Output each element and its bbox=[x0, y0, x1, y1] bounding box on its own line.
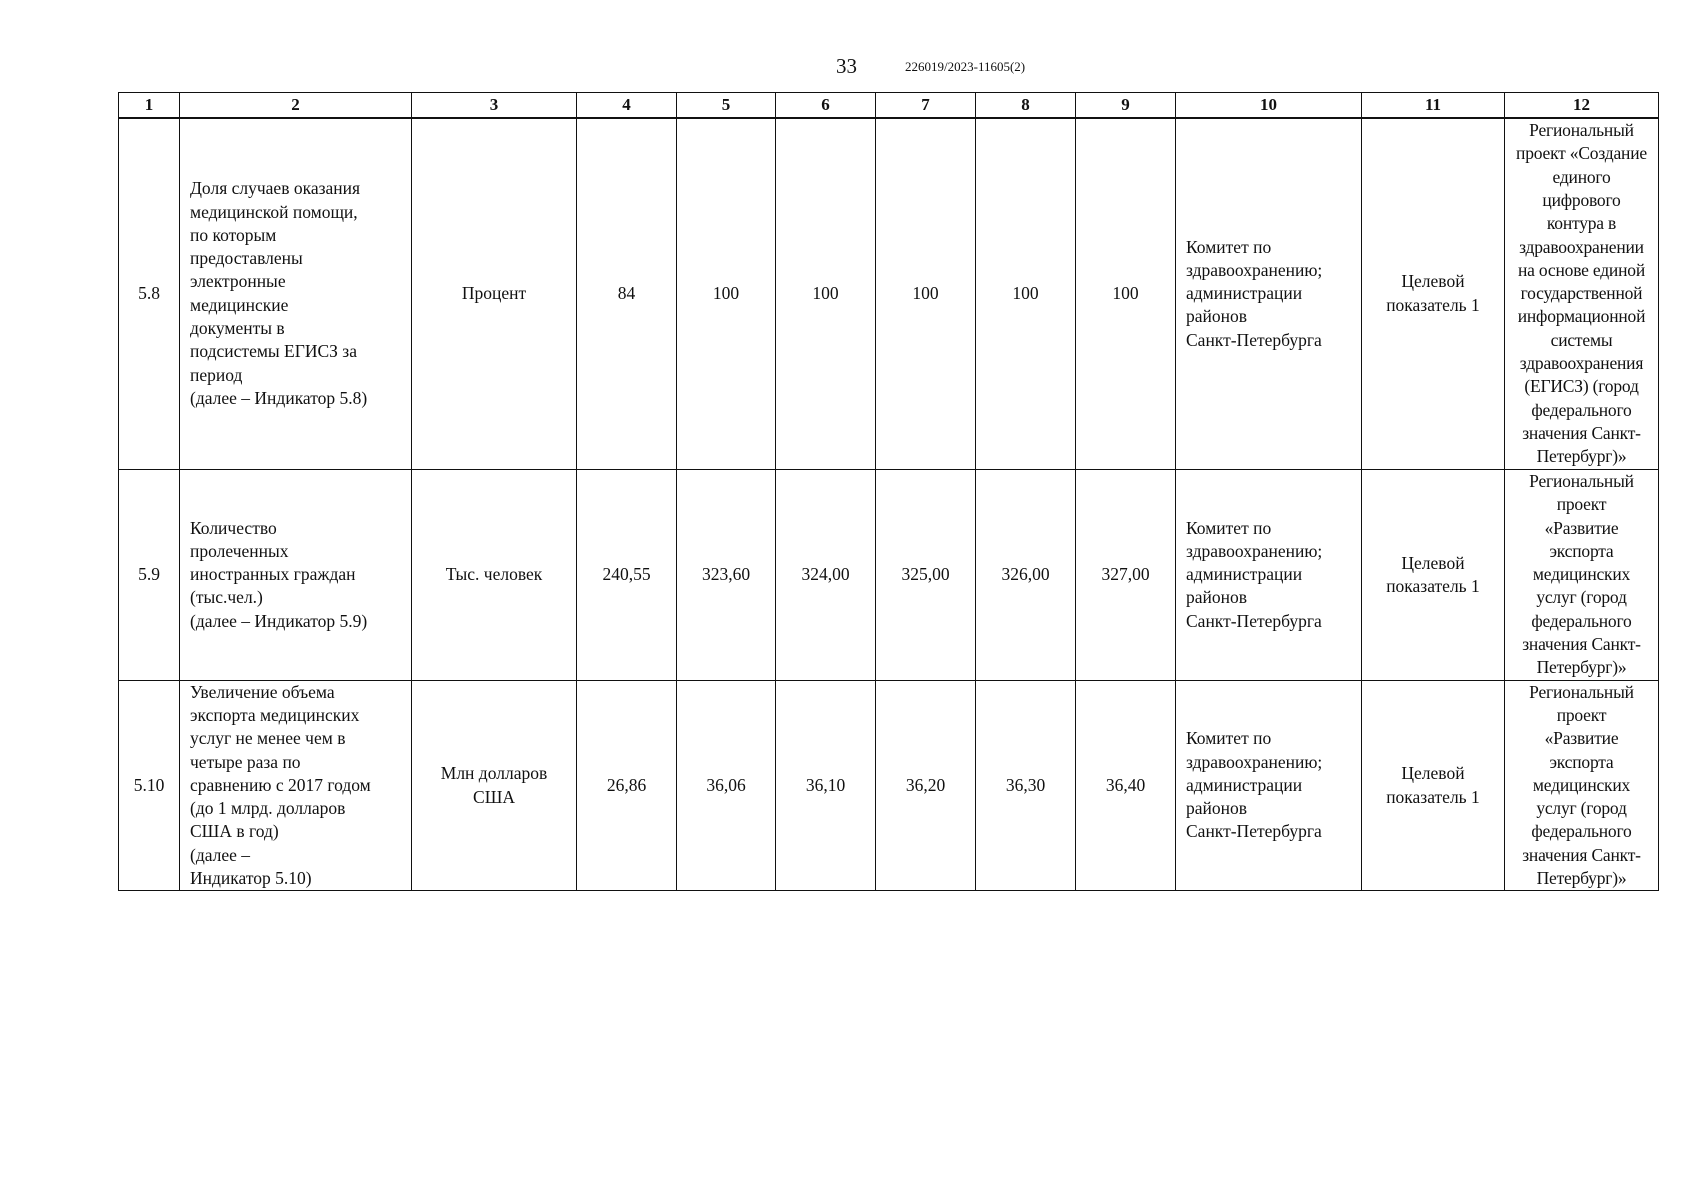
page-number: 33 bbox=[836, 54, 857, 78]
responsible: Комитет по здравоохранению; администрации районов Санкт-Петербурга bbox=[1186, 236, 1323, 350]
value-cell: 100 bbox=[1076, 118, 1176, 470]
value-cell: 36,10 bbox=[776, 680, 876, 891]
unit-cell bbox=[412, 680, 577, 891]
project-cell bbox=[1505, 118, 1659, 470]
column-header: 6 bbox=[776, 93, 876, 118]
unit: Млн долларов США bbox=[440, 763, 548, 807]
value-cell: 100 bbox=[876, 118, 976, 470]
value-cell: 327,00 bbox=[1076, 470, 1176, 681]
value-cell: 36,06 bbox=[677, 680, 776, 891]
indicator-name: Количество пролеченных иностранных граждан (тыс.чел.) (далее – Индикатор 5.9) bbox=[190, 517, 368, 631]
column-header: 7 bbox=[876, 93, 976, 118]
responsible-cell bbox=[1176, 118, 1362, 470]
column-header: 8 bbox=[976, 93, 1076, 118]
value-cell: 36,20 bbox=[876, 680, 976, 891]
responsible-cell bbox=[1176, 680, 1362, 891]
project: Региональный проект «Создание единого цифрового контура в здравоохранении на основе единой государственной информационной системы здравоохранения (ЕГИСЗ) (город федерального значения Санкт- Петербург)» bbox=[1516, 120, 1647, 467]
value-cell: 100 bbox=[776, 118, 876, 470]
value-cell: 100 bbox=[677, 118, 776, 470]
value-cell: 326,00 bbox=[976, 470, 1076, 681]
indicator-name-cell bbox=[180, 118, 412, 470]
indicators-table bbox=[118, 92, 1659, 891]
value-cell: 324,00 bbox=[776, 470, 876, 681]
indicator-type-cell bbox=[1362, 118, 1505, 470]
column-header: 4 bbox=[577, 93, 677, 118]
indicator-type: Целевой показатель 1 bbox=[1386, 552, 1480, 596]
column-header: 2 bbox=[180, 93, 412, 118]
column-header: 10 bbox=[1176, 93, 1362, 118]
row-number-cell: 5.8 bbox=[119, 118, 180, 470]
column-header: 11 bbox=[1362, 93, 1505, 118]
responsible-cell bbox=[1176, 470, 1362, 681]
value-cell: 84 bbox=[577, 118, 677, 470]
responsible: Комитет по здравоохранению; администрации районов Санкт-Петербурга bbox=[1186, 517, 1323, 631]
table-row bbox=[119, 118, 1659, 470]
unit-cell bbox=[412, 470, 577, 681]
value-cell: 325,00 bbox=[876, 470, 976, 681]
indicator-type-cell bbox=[1362, 470, 1505, 681]
column-header: 3 bbox=[412, 93, 577, 118]
indicator-name-cell bbox=[180, 680, 412, 891]
row-number-cell: 5.10 bbox=[119, 680, 180, 891]
indicator-name: Доля случаев оказания медицинской помощи, по которым предоставлены электронные медицинские документы в подсистемы ЕГИСЗ за период (далее – Индикатор 5.8) bbox=[190, 178, 368, 408]
table-row bbox=[119, 470, 1659, 681]
value-cell: 240,55 bbox=[577, 470, 677, 681]
indicator-type: Целевой показатель 1 bbox=[1386, 763, 1480, 807]
column-header: 9 bbox=[1076, 93, 1176, 118]
value-cell: 26,86 bbox=[577, 680, 677, 891]
column-header: 5 bbox=[677, 93, 776, 118]
value-cell: 323,60 bbox=[677, 470, 776, 681]
project-cell bbox=[1505, 680, 1659, 891]
indicator-type: Целевой показатель 1 bbox=[1386, 271, 1480, 315]
page-header bbox=[0, 52, 1695, 82]
unit-cell bbox=[412, 118, 577, 470]
unit: Процент bbox=[461, 283, 527, 304]
column-header: 1 bbox=[119, 93, 180, 118]
indicator-name: Увеличение объема экспорта медицинских услуг не менее чем в четыре раза по сравнению с 2017 годом (до 1 млрд. долларов США в год) (далее – Индикатор 5.10) bbox=[190, 681, 371, 889]
responsible: Комитет по здравоохранению; администрации районов Санкт-Петербурга bbox=[1186, 728, 1323, 842]
unit: Тыс. человек bbox=[445, 564, 543, 585]
row-number-cell: 5.9 bbox=[119, 470, 180, 681]
project: Региональный проект «Развитие экспорта медицинских услуг (город федерального значения Санкт- Петербург)» bbox=[1522, 471, 1641, 678]
project-cell bbox=[1505, 470, 1659, 681]
document-id: 226019/2023-11605(2) bbox=[905, 59, 1026, 74]
table-header-row bbox=[119, 93, 1659, 118]
table-row bbox=[119, 680, 1659, 891]
indicator-type-cell bbox=[1362, 680, 1505, 891]
project: Региональный проект «Развитие экспорта медицинских услуг (город федерального значения Санкт- Петербург)» bbox=[1522, 681, 1641, 889]
column-header: 12 bbox=[1505, 93, 1659, 118]
indicator-name-cell bbox=[180, 470, 412, 681]
value-cell: 100 bbox=[976, 118, 1076, 470]
value-cell: 36,40 bbox=[1076, 680, 1176, 891]
value-cell: 36,30 bbox=[976, 680, 1076, 891]
